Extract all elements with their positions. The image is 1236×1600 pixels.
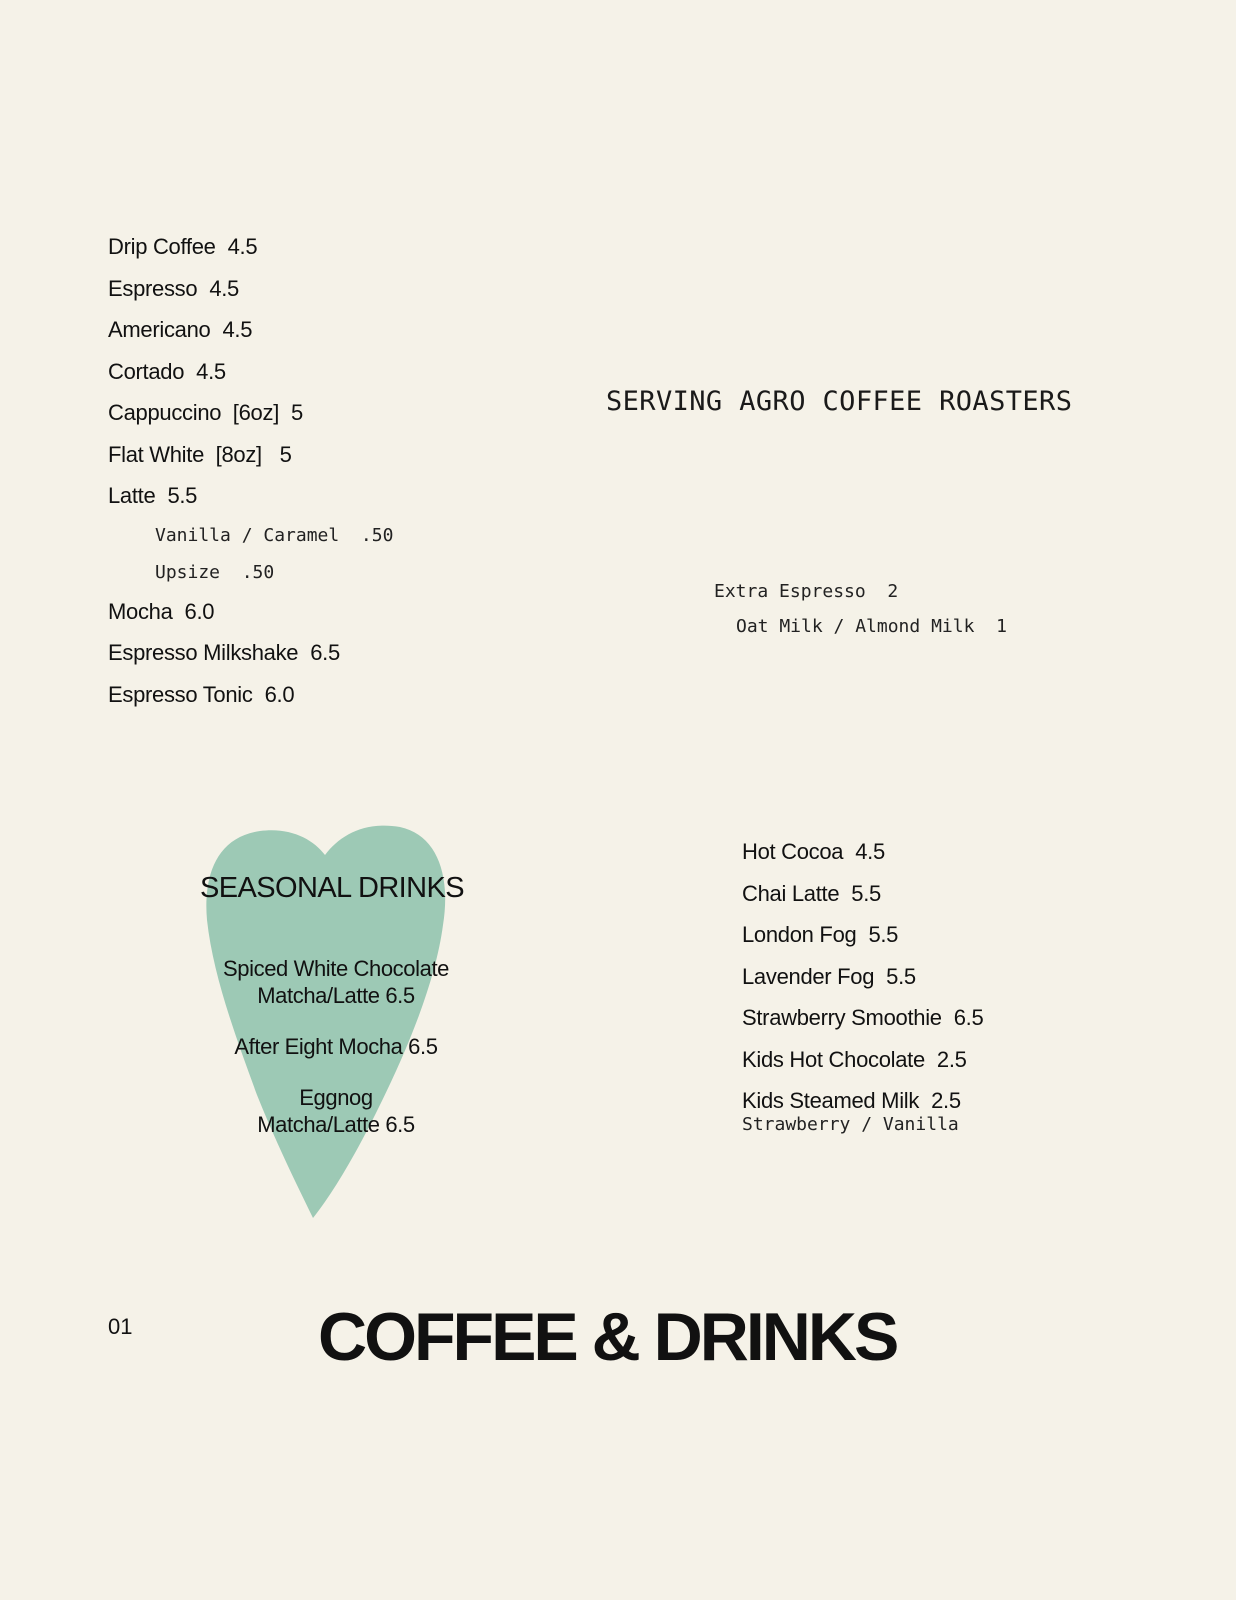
menu-item-price: 5.5 (868, 922, 899, 947)
menu-item-price: 4.5 (855, 839, 885, 864)
menu-item-mocha (108, 591, 568, 633)
menu-item-drip-coffee (108, 226, 568, 268)
roaster-tagline: SERVING AGRO COFFEE ROASTERS (606, 386, 1073, 417)
coffee-menu-list (108, 226, 568, 715)
page-title: COFFEE & DRINKS (318, 1299, 897, 1375)
menu-item-lavender-fog (742, 956, 1202, 998)
menu-item-price: 2.5 (931, 1088, 961, 1113)
addon-extra-espresso: Extra Espresso 2 (714, 581, 899, 602)
menu-item-cappuccino (108, 392, 568, 434)
menu-item-name: Drip Coffee (108, 234, 216, 259)
menu-item-name: Chai Latte (742, 880, 840, 906)
seasonal-item-line: After Eight Mocha 6.5 (234, 1034, 438, 1059)
menu-item-name: Americano (108, 317, 211, 342)
page-number: 01 (108, 1314, 133, 1339)
menu-item-name: London Fog (742, 922, 857, 947)
menu-item-chai-latte (742, 873, 1202, 915)
menu-item-name: Strawberry Smoothie (742, 1005, 942, 1030)
menu-item-price: 5 (273, 441, 292, 467)
menu-item-name: Mocha (108, 598, 173, 624)
menu-item-price: 5.5 (886, 963, 916, 989)
menu-item-name: Cappuccino [6oz] (108, 400, 280, 425)
menu-item-london-fog (742, 914, 1202, 956)
menu-item-price: 5.5 (851, 880, 881, 906)
menu-item-price: 5 (291, 400, 303, 425)
seasonal-item-line: Spiced White Chocolate (223, 956, 449, 981)
menu-item-name: Cortado (108, 358, 185, 384)
menu-item-name: Espresso (108, 275, 198, 301)
menu-item-flat-white (108, 434, 568, 476)
menu-item-price: 4.5 (209, 275, 239, 301)
menu-item-espresso (108, 268, 568, 310)
menu-item-price: 6.0 (184, 598, 215, 624)
latte-option-flavor: Vanilla / Caramel .50 (155, 524, 394, 546)
menu-item-name: Kids Steamed Milk (742, 1088, 920, 1113)
seasonal-title: SEASONAL DRINKS (200, 872, 464, 904)
menu-item-strawberry-smoothie (742, 997, 1202, 1039)
seasonal-item-line: Eggnog (299, 1085, 373, 1110)
menu-item-hot-cocoa (742, 831, 1202, 873)
kids-milk-flavors: Strawberry / Vanilla (742, 1113, 959, 1135)
menu-item-kids-hot-chocolate (742, 1039, 1202, 1081)
menu-item-price: 5.5 (167, 483, 198, 508)
menu-item-name: Hot Cocoa (742, 839, 844, 864)
menu-item-espresso-milkshake (108, 632, 568, 674)
menu-item-latte (108, 475, 568, 517)
menu-item-americano (108, 309, 568, 351)
seasonal-item-line: Matcha/Latte 6.5 (257, 1112, 415, 1137)
seasonal-item-line: Matcha/Latte 6.5 (257, 983, 415, 1008)
menu-item-price: 2.5 (936, 1046, 967, 1072)
menu-item-name: Lavender Fog (742, 963, 875, 989)
seasonal-item-after-eight-mocha (186, 1033, 486, 1060)
other-drinks-list (742, 831, 1202, 1136)
menu-item-price: 6.5 (953, 1005, 984, 1030)
menu-item-espresso-tonic (108, 674, 568, 716)
menu-item-name: Flat White [8oz] (108, 441, 262, 467)
menu-item-cortado (108, 351, 568, 393)
menu-item-price: 4.5 (222, 317, 253, 342)
menu-item-name: Kids Hot Chocolate (742, 1046, 925, 1072)
menu-item-name: Espresso Tonic (108, 681, 253, 707)
menu-item-name: Espresso Milkshake (108, 640, 299, 665)
menu-item-price: 6.0 (264, 681, 295, 707)
addons-list (714, 574, 1007, 644)
menu-item-price: 4.5 (227, 234, 258, 259)
addon-alt-milk: Oat Milk / Almond Milk 1 (736, 616, 1007, 637)
latte-option-upsize: Upsize .50 (155, 561, 275, 583)
seasonal-item-eggnog (186, 1084, 486, 1138)
menu-item-name: Latte (108, 483, 156, 508)
menu-item-price: 4.5 (196, 358, 226, 384)
menu-item-price: 6.5 (310, 640, 340, 665)
seasonal-item-spiced-white-chocolate (186, 955, 486, 1009)
